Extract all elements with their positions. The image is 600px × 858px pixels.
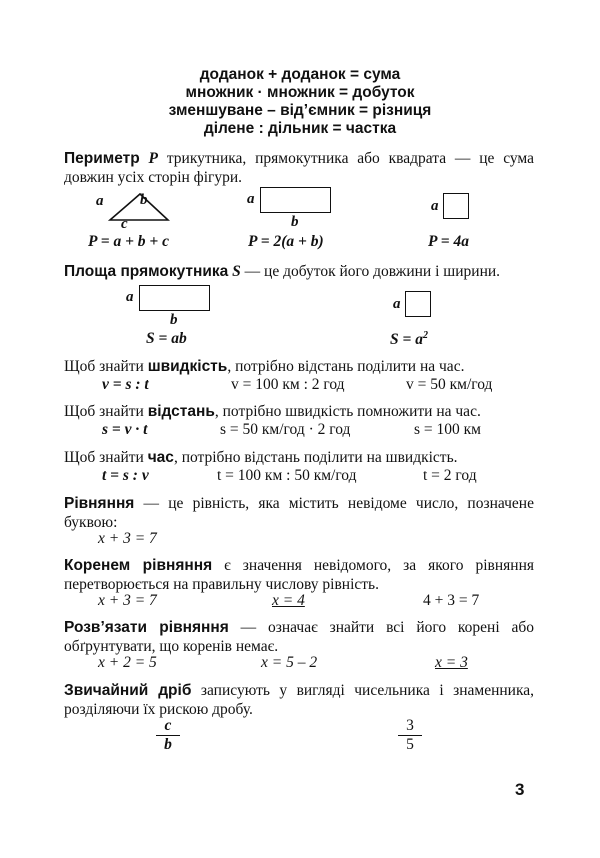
area-definition xyxy=(64,262,534,281)
area-square-formula-base: S = a xyxy=(390,331,423,349)
time-result: t = 2 год xyxy=(423,467,477,484)
solve-term: Розв’язати рівняння xyxy=(64,619,229,636)
letter-fraction xyxy=(156,718,180,753)
time-rule xyxy=(64,449,458,467)
distance-rule-pre: Щоб знайти xyxy=(64,403,148,420)
speed-rule-post: , потрібно відстань поділити на час. xyxy=(227,358,465,375)
perimeter-square-formula: P = 4a xyxy=(428,233,469,250)
solve-definition xyxy=(64,618,534,656)
word-formulas xyxy=(150,66,450,138)
perimeter-definition xyxy=(64,149,534,187)
speed-example: v = 100 км : 2 год xyxy=(231,376,345,393)
equation-term: Рівняння xyxy=(64,495,135,512)
perimeter-rectangle xyxy=(260,187,331,213)
equation-definition xyxy=(64,494,534,532)
distance-result: s = 100 км xyxy=(414,421,481,438)
number-fraction-numerator: 3 xyxy=(406,717,414,734)
time-rule-post: , потрібно відстань поділити на швидкість. xyxy=(173,449,458,466)
equation-example: x + 3 = 7 xyxy=(98,530,157,547)
division-rule: ділене : дільник = частка xyxy=(203,120,397,137)
time-formula: t = s : v xyxy=(102,467,149,484)
perimeter-symbol: P xyxy=(148,150,158,167)
distance-formula: s = v · t xyxy=(102,421,148,438)
root-answer: x = 4 xyxy=(272,592,305,609)
area-rectangle xyxy=(139,285,210,311)
root-equation: x + 3 = 7 xyxy=(98,592,157,609)
perimeter-term: Периметр xyxy=(64,150,140,167)
time-example: t = 100 км : 50 км/год xyxy=(217,467,357,484)
root-definition xyxy=(64,556,534,594)
solve-step: x = 5 – 2 xyxy=(261,654,318,671)
perimeter-triangle-formula: P = a + b + c xyxy=(88,233,170,250)
triangle-label-b: b xyxy=(140,192,148,208)
area-square-label-a: a xyxy=(393,296,401,312)
area-text: — це добуток його довжини і ширини. xyxy=(240,263,501,280)
area-square-formula xyxy=(390,330,428,349)
perimeter-rect-formula: P = 2(a + b) xyxy=(248,233,324,250)
solve-answer: x = 3 xyxy=(435,654,468,671)
letter-fraction-denominator: b xyxy=(164,736,172,754)
fraction-definition xyxy=(64,681,534,719)
solve-text: — означає знайти всі його корені або обґрунтувати, що коренів немає. xyxy=(64,619,534,655)
distance-example: s = 50 км/год · 2 год xyxy=(220,421,351,438)
time-term: час xyxy=(147,449,174,466)
speed-result: v = 50 км/год xyxy=(406,376,493,393)
fraction-term: Звичайний дріб xyxy=(64,682,192,699)
area-symbol: S xyxy=(232,263,241,280)
area-rect-label-b: b xyxy=(170,312,178,328)
page-number: 3 xyxy=(515,780,525,799)
speed-rule xyxy=(64,358,464,376)
area-rect-formula: S = ab xyxy=(146,330,187,347)
square-label-a: a xyxy=(431,198,439,214)
area-term: Площа прямокутника xyxy=(64,263,229,280)
fraction-text: записують у вигляді чисельника і знаменника, розділяючи їх рискою дробу. xyxy=(64,682,535,718)
area-square-formula-exponent: 2 xyxy=(422,330,428,341)
speed-rule-pre: Щоб знайти xyxy=(64,358,148,375)
number-fraction xyxy=(398,718,422,753)
distance-rule-post: , потрібно швидкість помножити на час. xyxy=(214,403,481,420)
area-square xyxy=(405,291,431,317)
rect-label-a: a xyxy=(247,191,255,207)
addition-rule: доданок + доданок = сума xyxy=(199,66,401,83)
triangle-label-a: a xyxy=(96,193,104,209)
root-text: є значення невідомого, за якого рівняння перетворюється на правильну числову рівність. xyxy=(64,557,535,593)
subtraction-rule: зменшуване – від’ємник = різниця xyxy=(168,102,432,119)
root-check: 4 + 3 = 7 xyxy=(423,592,480,609)
speed-term: швидкість xyxy=(147,358,228,375)
perimeter-text: трикутника, прямокутника або квадрата — це сума довжин усіх сторін фігури. xyxy=(64,150,535,186)
area-rect-label-a: a xyxy=(126,289,134,305)
letter-fraction-numerator: c xyxy=(164,717,172,734)
time-rule-pre: Щоб знайти xyxy=(64,449,148,466)
perimeter-square xyxy=(443,193,469,219)
triangle-label-c: c xyxy=(121,216,128,232)
solve-equation: x + 2 = 5 xyxy=(98,654,157,671)
equation-text: — це рівність, яка містить невідоме число, позначене буквою: xyxy=(64,495,534,531)
speed-formula: v = s : t xyxy=(102,376,149,393)
rect-label-b: b xyxy=(291,214,299,230)
multiplication-rule: множник · множник = добуток xyxy=(185,84,415,101)
distance-term: відстань xyxy=(147,403,215,420)
triangle-figure xyxy=(108,192,170,222)
distance-rule xyxy=(64,403,481,421)
number-fraction-denominator: 5 xyxy=(406,736,414,754)
root-term: Коренем рівняння xyxy=(64,557,213,574)
